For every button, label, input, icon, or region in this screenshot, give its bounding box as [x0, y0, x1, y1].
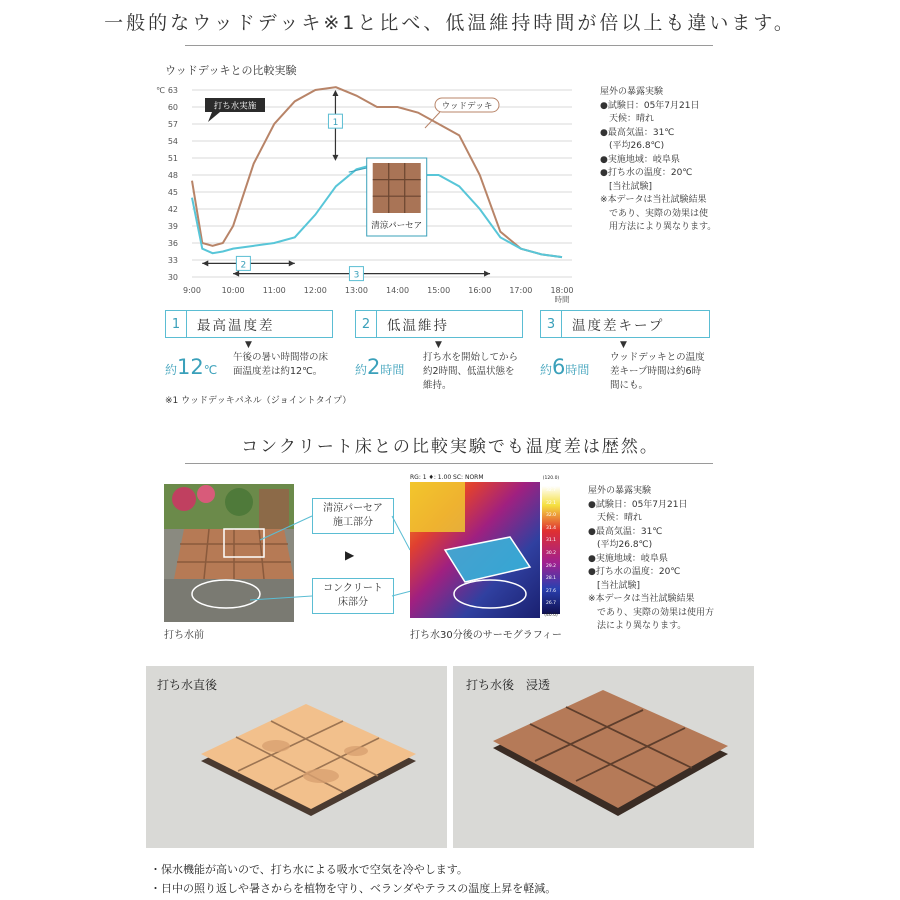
- callout-concrete-line2: 床部分: [338, 597, 368, 608]
- value-prefix: 約: [355, 363, 368, 377]
- y-tick-label: 57: [167, 120, 178, 129]
- condition-line: ●試験日：05年7月21日: [588, 499, 688, 510]
- condition-line: ●実施地域：岐阜県: [588, 553, 668, 564]
- marker-3: 3: [353, 270, 360, 281]
- tile-photo-left-label: 打ち水直後: [157, 678, 218, 692]
- callout-concrete-line1: コンクリート: [323, 583, 383, 594]
- thermo-scale-label: 32.0: [545, 513, 557, 519]
- marker-2: 2: [240, 260, 247, 271]
- condition-line: 法により異なります。: [588, 621, 687, 631]
- headline-divider: [185, 45, 713, 46]
- condition-line: [当社試験]: [588, 580, 641, 591]
- tile-series-label: 清涼パーセア: [371, 221, 423, 231]
- y-tick-label: 54: [167, 137, 178, 146]
- thermo-scale-label: 32.1: [545, 500, 557, 506]
- point-label: 低温維持: [387, 318, 449, 334]
- down-triangle-icon: ▼: [245, 340, 252, 350]
- y-tick-label: 51: [167, 154, 178, 163]
- down-triangle-icon: ▼: [620, 340, 627, 350]
- x-tick-label: 9:00: [183, 286, 201, 295]
- desc-line: 差キープ時間は約6時: [610, 366, 702, 377]
- point-label: 最高温度差: [197, 318, 275, 334]
- value-unit: 時間: [565, 363, 590, 377]
- y-tick-label: 42: [167, 205, 178, 214]
- value-unit: 時間: [380, 363, 405, 377]
- wood-series-label: ウッドデッキ: [441, 101, 493, 112]
- point-label: 温度差キープ: [572, 318, 665, 334]
- thermo-scale-label: 30.2: [545, 551, 557, 556]
- value-number: 12: [177, 355, 204, 379]
- desc-line: 打ち水を開始してから: [423, 352, 519, 363]
- x-tick-label: 13:00: [344, 286, 368, 295]
- x-tick-label: 18:00: [550, 286, 574, 295]
- point-number: 3: [541, 311, 562, 337]
- callout-connector-lines: [250, 510, 420, 610]
- footnote: ※1 ウッドデッキパネル（ジョイントタイプ）: [165, 396, 352, 406]
- conditions-heading-2: 屋外の暴露実験: [588, 486, 652, 496]
- x-unit-label: 時間: [554, 295, 570, 304]
- arrow-head: [233, 271, 239, 277]
- tile-thumbnail: [373, 163, 421, 213]
- condition-line: ●実施地域：岐阜県: [600, 154, 680, 165]
- thermo-header: RG: 1 ♦: 1.00 SC: NORM: [410, 474, 484, 481]
- condition-line: ●最高気温：31℃: [588, 526, 663, 537]
- water-start-label: 打ち水実施: [213, 101, 257, 112]
- arrow-right-icon: ▶: [345, 548, 355, 562]
- point-description: [423, 351, 518, 393]
- thermo-scale-label: 27.6: [545, 588, 557, 594]
- arrow-head: [484, 271, 490, 277]
- thermo-scale-label: 28.1: [545, 576, 557, 582]
- point-value: [355, 355, 404, 379]
- y-tick-label: 63: [167, 86, 178, 95]
- x-tick-label: 17:00: [509, 286, 533, 295]
- tile-photo-after-water: [146, 666, 447, 848]
- point-description: [233, 351, 328, 379]
- photo-left-caption: 打ち水前: [164, 630, 204, 641]
- condition-line: ●最高気温：31℃: [600, 127, 675, 138]
- thermography-image: [410, 482, 540, 618]
- condition-line: (平均26.8℃): [600, 141, 665, 151]
- tile-photo-soaked: [453, 666, 754, 848]
- y-tick-label: 39: [167, 222, 178, 231]
- wood-label-leader: [425, 112, 440, 128]
- thermo-scale-label: (120.0): [542, 476, 560, 481]
- value-prefix: 約: [540, 363, 553, 377]
- tile-photo-right-label: 打ち水後 浸透: [466, 678, 551, 692]
- conditions-heading: 屋外の暴露実験: [600, 87, 664, 97]
- condition-line: ●打ち水の温度：20℃: [588, 567, 681, 577]
- benefit-list: [150, 860, 556, 898]
- desc-line: 面温度差は約12℃。: [233, 366, 323, 377]
- desc-line: 約2時間、低温状態を: [423, 366, 515, 377]
- point-header-3: [540, 310, 710, 338]
- y-tick-label: 48: [167, 171, 178, 180]
- headline: 一般的なウッドデッキ※1と比べ、低温維持時間が倍以上も違います。: [104, 12, 796, 34]
- condition-line: であり、実際の効果は使用方: [588, 607, 715, 618]
- condition-line: 天候：晴れ: [588, 513, 643, 523]
- thermo-scale-label: 26.7: [545, 601, 557, 607]
- x-tick-label: 12:00: [303, 286, 327, 295]
- benefit-item: ・日中の照り返しや暑さからを植物を守り、ベランダやテラスの温度上昇を軽減。: [150, 882, 557, 895]
- point-value: [165, 355, 217, 379]
- marker-1: 1: [332, 118, 339, 129]
- condition-line: であり、実際の効果は使: [600, 208, 709, 219]
- value-number: 2: [367, 355, 381, 379]
- thermo-scale-label: (40.0): [544, 613, 558, 618]
- y-tick-label: 36: [167, 239, 178, 248]
- benefit-item: ・保水機能が高いので、打ち水による吸水で空気を冷やします。: [150, 863, 468, 876]
- condition-line: (平均26.8℃): [588, 540, 653, 550]
- condition-line: 天候：晴れ: [600, 114, 655, 124]
- x-tick-label: 14:00: [386, 286, 410, 295]
- desc-line: 間にも。: [610, 380, 649, 391]
- x-tick-label: 15:00: [427, 286, 451, 295]
- water-start-pointer: [208, 112, 220, 122]
- y-unit-label: ℃: [156, 86, 165, 95]
- condition-line: ●試験日：05年7月21日: [600, 100, 700, 111]
- arrow-head: [202, 260, 208, 266]
- arrow-head: [289, 260, 295, 266]
- x-tick-label: 11:00: [262, 286, 286, 295]
- point-description: [610, 351, 705, 393]
- condition-line: ※本データは当社試験結果: [600, 195, 707, 205]
- callout-tile-line1: 清涼パーセア: [323, 503, 383, 514]
- conditions-panel-1: [600, 86, 720, 235]
- point-header-2: [355, 310, 523, 338]
- thermo-scale-label: 31.1: [545, 538, 557, 544]
- conditions-panel-2: [588, 485, 716, 634]
- down-triangle-icon: ▼: [435, 340, 442, 350]
- y-tick-label: 30: [167, 273, 178, 282]
- value-number: 6: [552, 355, 566, 379]
- y-tick-label: 33: [167, 256, 178, 265]
- x-tick-label: 10:00: [221, 286, 245, 295]
- point-header-1: [165, 310, 333, 338]
- chart-title: ウッドデッキとの比較実験: [165, 64, 297, 77]
- section2-title: コンクリート床との比較実験でも温度差は歴然。: [241, 437, 659, 457]
- condition-line: 用方法により異なります。: [600, 222, 717, 232]
- arrow-head: [332, 90, 338, 96]
- desc-line: 午後の暑い時間帯の床: [233, 352, 329, 363]
- photo-right-caption: 打ち水30分後のサーモグラフィー: [410, 630, 562, 641]
- condition-line: ●打ち水の温度：20℃: [600, 168, 693, 178]
- value-unit: ℃: [203, 363, 218, 377]
- x-tick-label: 16:00: [468, 286, 492, 295]
- callout-tile-line2: 施工部分: [333, 517, 373, 528]
- value-prefix: 約: [165, 363, 178, 377]
- thermo-scale-label: 32.7: [545, 488, 557, 493]
- condition-line: [当社試験]: [600, 181, 653, 192]
- condition-line: ※本データは当社試験結果: [588, 594, 695, 604]
- y-tick-label: 60: [167, 103, 178, 112]
- point-number: 2: [356, 311, 377, 337]
- point-number: 1: [166, 311, 187, 337]
- section2-divider: [185, 463, 713, 464]
- point-value: [540, 355, 589, 379]
- desc-line: 維持。: [423, 380, 452, 391]
- y-tick-label: 45: [167, 188, 178, 197]
- thermo-scale-label: 31.4: [545, 525, 557, 531]
- comparison-line-chart: [150, 80, 590, 310]
- thermo-scale-label: 29.2: [545, 563, 557, 569]
- desc-line: ウッドデッキとの温度: [610, 352, 705, 363]
